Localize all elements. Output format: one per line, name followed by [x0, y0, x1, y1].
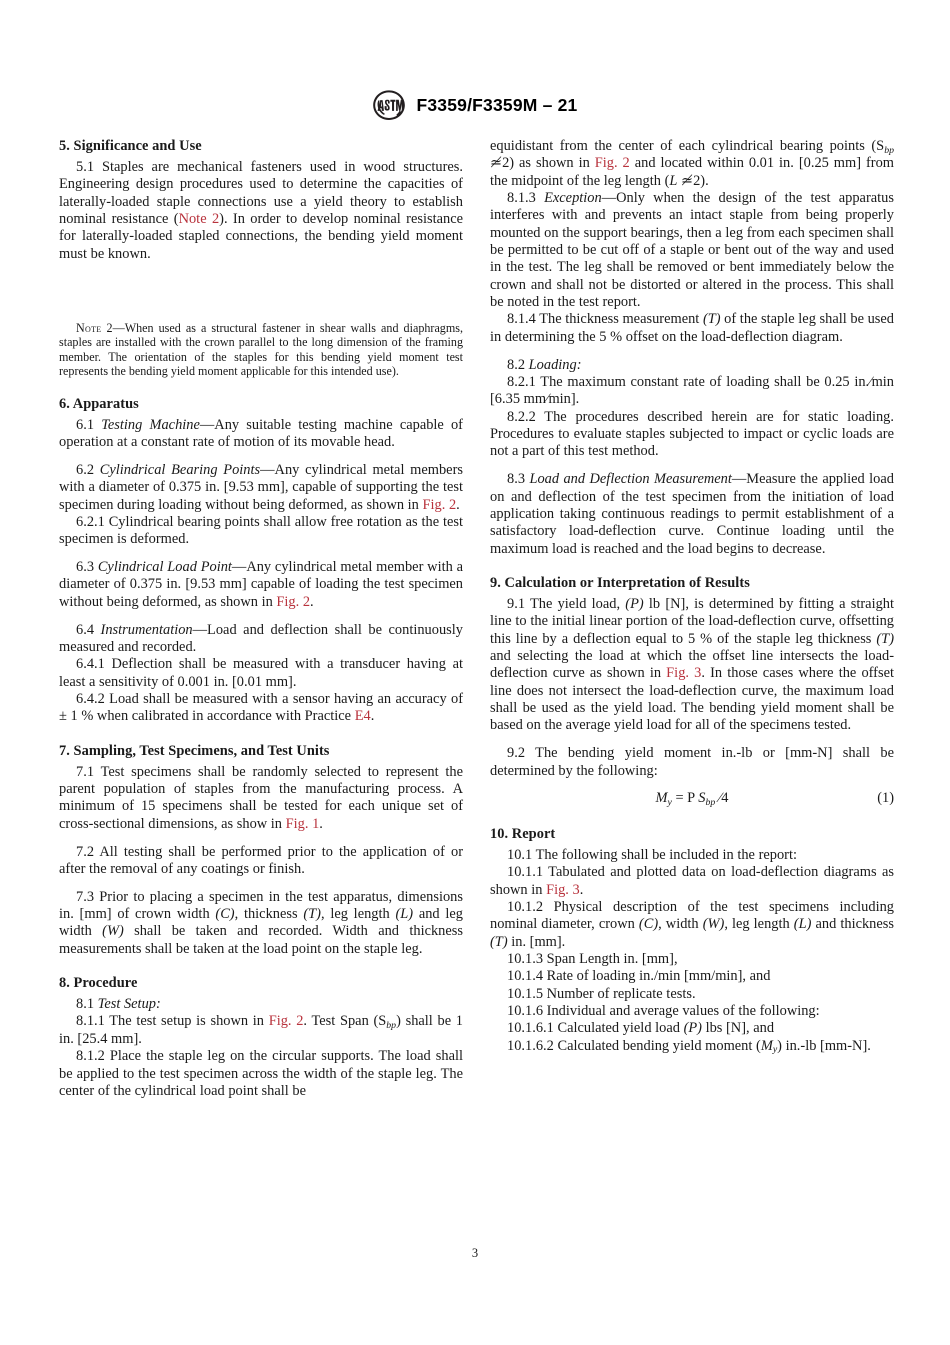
paragraph-6-4-title: Instrumentation	[100, 621, 193, 638]
crossref-practice-e4[interactable]: E4	[354, 708, 371, 725]
cont-text-b: ≄2) as shown in	[490, 155, 595, 172]
heading-section-8: 8. Procedure	[59, 975, 138, 992]
paragraph-6-4-number: 6.4	[76, 621, 101, 638]
paragraph-10-1-1	[490, 864, 894, 899]
symbol-width-2: (W)	[702, 916, 725, 933]
paragraph-6-4-2-text-a: 6.4.2 Load shall be measured with a sensor having an accuracy of ± 1 % when calibrated in accordance with Practice	[59, 691, 463, 725]
left-column	[59, 138, 463, 1100]
paragraph-8-1-number: 8.1	[76, 996, 98, 1013]
symbol-thickness-4: (T)	[490, 933, 508, 950]
equation-operator: = P	[671, 789, 699, 806]
paragraph-8-1-1	[59, 1013, 463, 1048]
symbol-thickness-2: (T)	[702, 311, 721, 328]
subscript-y: y	[772, 1044, 778, 1056]
paragraph-6-1-title: Testing Machine	[101, 416, 200, 433]
equation-symbol-s: S	[698, 789, 706, 806]
paragraph-10-1-1-text-b: .	[579, 881, 584, 898]
paragraph-6-4-2-text-b: .	[370, 708, 375, 725]
note-2	[59, 321, 463, 379]
paragraph-6-4-2	[59, 691, 463, 726]
paragraph-9-1-text-d: . In those cases where the offset line does not intersect the load-deflection curve, the maximum load shall be used as the yield load. The bending yield moment shall be based on the average yield load for all of the specimens tested.	[490, 665, 895, 734]
paragraph-6-2-text-a: —Any cylindrical metal members with a diameter of 0.375 in. [9.53 mm], capable of supporting the test specimen during loading without being deformed, as shown in	[59, 461, 463, 513]
paragraph-6-3	[59, 559, 463, 611]
note-2-number: 2	[101, 321, 113, 336]
paragraph-8-1-2: 8.1.2 Place the staple leg on the circular supports. The load shall be applied to the test specimen across the width of the staple leg. The center of the cylindrical load point shall be	[59, 1048, 463, 1099]
note-spacer	[59, 263, 463, 321]
paragraph-6-2-title: Cylindrical Bearing Points	[99, 461, 261, 478]
paragraph-8-1	[59, 996, 463, 1013]
paragraph-8-1-3-title: Exception	[544, 190, 602, 207]
paragraph-7-1-text-a: 7.1 Test specimens shall be randomly selected to represent the parent population of staples from the manufacturing process. A minimum of 15 specimens shall be tested for each unique set of cross-sectional dimensions, as show in	[59, 763, 463, 832]
paragraph-10-1-6-1	[490, 1020, 894, 1037]
paragraph-6-2-text-b: .	[456, 496, 460, 513]
crossref-fig-2-c[interactable]: Fig. 2	[268, 1013, 304, 1030]
paragraph-10-1-6-2-text-a: 10.1.6.2 Calculated bending yield moment (	[507, 1037, 761, 1054]
paragraph-6-1-number: 6.1	[76, 416, 102, 433]
page-header	[0, 90, 950, 121]
paragraph-8-1-2-continued	[490, 138, 894, 190]
paragraph-8-2-1: 8.2.1 The maximum constant rate of loading shall be 0.25 in.∕min [6.35 mm∕min].	[490, 373, 894, 408]
equation-symbol-m: M	[655, 789, 668, 806]
paragraph-6-4	[59, 622, 463, 657]
cont-text-a: equidistant from the center of each cylindrical bearing points (S	[490, 138, 885, 154]
equation-divisor: ∕4	[715, 789, 729, 806]
paragraph-8-3-title: Load and Deflection Measurement	[529, 471, 732, 488]
symbol-yield-load: (P)	[625, 595, 644, 612]
crossref-fig-2-b[interactable]: Fig. 2	[276, 593, 311, 610]
symbol-crown-2: (C)	[638, 916, 659, 933]
paragraph-6-2-1: 6.2.1 Cylindrical bearing points shall allow free rotation as the test specimen is deformed.	[59, 513, 463, 548]
paragraph-6-2-number: 6.2	[76, 461, 100, 478]
cont-text-d: ≄2).	[677, 172, 709, 189]
astm-logo-icon	[372, 90, 406, 121]
paragraph-10-1-2-text-e: in. [mm].	[507, 933, 566, 950]
subscript-bp-2: bp	[884, 144, 894, 156]
paragraph-5-1	[59, 159, 463, 263]
paragraph-10-1-6-2-text-b: ) in.-lb [mm-N].	[777, 1037, 871, 1054]
paragraph-7-3-text-c: , leg length	[320, 906, 396, 923]
page-number: 3	[471, 1246, 479, 1260]
paragraph-8-2-title: Loading:	[528, 356, 582, 373]
heading-section-6: 6. Apparatus	[59, 395, 139, 412]
symbol-thickness: (T)	[303, 906, 321, 923]
paragraph-7-3-text-e: shall be taken and recorded. Width and thickness measurements shall be taken at the load point on the staple leg.	[59, 923, 464, 957]
paragraph-6-4-1: 6.4.1 Deflection shall be measured with a transducer having at least a sensitivity of 0.001 in. [0.01 mm].	[59, 656, 463, 690]
paragraph-8-1-1-text-c: ) shall be 1 in. [25.4 mm].	[59, 1013, 463, 1047]
paragraph-6-2	[59, 462, 463, 514]
paragraph-10-1-2-text-a: 10.1.2 Physical description of the test specimens including nominal diameter, crown	[490, 898, 894, 933]
equation-1-number: (1)	[877, 789, 894, 806]
paragraph-10-1-6-1-text-a: 10.1.6.1 Calculated yield load	[507, 1020, 684, 1037]
symbol-crown-width: (C)	[215, 906, 235, 923]
note-2-text: —When used as a structural fastener in shear walls and diaphragms, staples are installed with the crown parallel to the long dimension of the framing member. The orientation of the staples for this bending yield moment test represents the bending yield moment applicable for this intended use).	[59, 321, 463, 379]
paragraph-8-1-4-text-a: 8.1.4 The thickness measurement	[507, 311, 703, 328]
paragraph-10-1-2-text-c: , leg length	[724, 916, 794, 933]
right-column	[490, 138, 894, 1100]
paragraph-6-1-text: —Any suitable testing machine capable of operation at a constant rate of motion of its movable head.	[59, 416, 463, 451]
crossref-fig-2-d[interactable]: Fig. 2	[594, 155, 630, 172]
paragraph-10-1-6-1-text-b: lbs [N], and	[701, 1020, 775, 1037]
paragraph-8-3-text: —Measure the applied load on and deflection of the test specimen from the initiation of load application taking continuous readings to permit establishment of a satisfactory load-deflection curve. Continue loading until the maximum load is reached and the load begins to decrease.	[490, 471, 894, 557]
equation-subscript-y: y	[667, 796, 672, 808]
paragraph-10-1-1-text-a: 10.1.1 Tabulated and plotted data on load-deflection diagrams as shown in	[490, 864, 894, 898]
note-2-label: Note	[76, 321, 102, 336]
paragraph-7-1	[59, 764, 463, 833]
paragraph-10-1-2-text-d: and thickness	[811, 916, 894, 933]
symbol-yield-load-2: (P)	[683, 1020, 702, 1037]
heading-section-5: 5. Significance and Use	[59, 138, 202, 154]
body-columns	[59, 138, 895, 1100]
paragraph-10-1-2	[490, 899, 894, 951]
paragraph-7-3-text-d: and leg width	[59, 906, 463, 940]
paragraph-10-1-6: 10.1.6 Individual and average values of the following:	[507, 1002, 820, 1019]
paragraph-9-1	[490, 596, 894, 735]
paragraph-9-1-text-a: 9.1 The yield load,	[507, 595, 626, 612]
paragraph-6-4-text: —Load and deflection shall be continuously measured and recorded.	[59, 621, 463, 655]
heading-section-10: 10. Report	[490, 825, 556, 842]
symbol-moment-m: M	[760, 1037, 773, 1054]
paragraph-6-3-title: Cylindrical Load Point	[97, 559, 232, 576]
crossref-note-2[interactable]: Note 2	[178, 211, 220, 228]
paragraph-7-3-text-b: , thickness	[234, 906, 304, 923]
paragraph-8-1-4-text-b: of the staple leg shall be used in determining the 5 % offset on the load-deflection diagram.	[490, 311, 895, 345]
symbol-leg-length: (L)	[395, 906, 414, 923]
equation-1-body	[490, 789, 894, 807]
paragraph-8-2	[490, 357, 894, 374]
paragraph-8-1-1-text-b: . Test Span (S	[303, 1013, 387, 1030]
paragraph-5-1-text-a: 5.1 Staples are mechanical fasteners used in wood structures. Engineering design procedures used to determine the capacities of laterally-loaded staple connections use a yield theory to establish nominal resistance (	[59, 159, 463, 228]
crossref-fig-3-b[interactable]: Fig. 3	[546, 881, 580, 898]
paragraph-8-1-4	[490, 311, 894, 346]
heading-section-9: 9. Calculation or Interpretation of Results	[490, 574, 750, 591]
paragraph-8-2-number: 8.2	[507, 356, 529, 373]
paragraph-8-2-2: 8.2.2 The procedures described herein are for static loading. Procedures to evaluate staples subjected to impact or cyclic loads are not a part of this test method.	[490, 408, 894, 460]
paragraph-9-1-text-b: lb [N], is determined by fitting a straight line to the initial linear portion of the load-deflection curve, offsetting this line by a deflection equal to 5 % of the staple leg thickness	[490, 595, 894, 647]
paragraph-7-1-text-b: .	[319, 815, 323, 832]
paragraph-8-1-3-number: 8.1.3	[507, 190, 545, 207]
paragraph-6-3-number: 6.3	[76, 559, 98, 576]
paragraph-7-3	[59, 889, 463, 958]
paragraph-10-1-2-text-b: , width	[658, 916, 703, 933]
paragraph-10-1-6-2	[490, 1038, 894, 1055]
crossref-fig-1[interactable]: Fig. 1	[285, 815, 320, 832]
paragraph-8-1-1-text-a: 8.1.1 The test setup is shown in	[76, 1013, 269, 1030]
paragraph-8-3	[490, 471, 894, 558]
paragraph-10-1: 10.1 The following shall be included in the report:	[507, 846, 797, 863]
equation-1	[490, 789, 894, 809]
cont-text-c: and located within 0.01 in. [0.25 mm] from the midpoint of the leg length (	[490, 155, 894, 189]
paragraph-9-2: 9.2 The bending yield moment in.-lb or [mm-N] shall be determined by the following:	[490, 745, 894, 779]
symbol-leg-width: (W)	[102, 923, 124, 940]
standard-designation: F3359/F3359M – 21	[416, 95, 578, 115]
paragraph-7-3-text-a: 7.3 Prior to placing a specimen in the test apparatus, dimensions in. [mm] of crown width	[59, 888, 463, 923]
paragraph-5-1-text-b: ). In order to develop nominal resistance for laterally-loaded stapled connections, the bending yield moment must be known.	[59, 211, 463, 262]
paragraph-6-3-text-b: .	[310, 593, 314, 610]
crossref-fig-3-a[interactable]: Fig. 3	[666, 665, 702, 682]
paragraph-10-1-3: 10.1.3 Span Length in. [mm],	[507, 950, 678, 967]
heading-section-7: 7. Sampling, Test Specimens, and Test Units	[59, 742, 330, 759]
paragraph-8-3-number: 8.3	[507, 471, 530, 488]
symbol-leg-length-3: (L)	[793, 916, 812, 933]
paragraph-7-2: 7.2 All testing shall be performed prior to the application of or after the removal of any coatings or finish.	[59, 843, 463, 877]
paragraph-6-1	[59, 417, 463, 452]
paragraph-10-1-5: 10.1.5 Number of replicate tests.	[507, 985, 696, 1002]
paragraph-10-1-4: 10.1.4 Rate of loading in./min [mm/min], and	[507, 968, 771, 985]
paragraph-8-1-title: Test Setup:	[97, 996, 161, 1013]
paragraph-6-3-text-a: —Any cylindrical metal member with a diameter of 0.375 in. [9.53 mm] capable of loading the test specimen without being deformed, as shown in	[59, 559, 463, 610]
subscript-bp: bp	[386, 1020, 397, 1032]
crossref-fig-2-a[interactable]: Fig. 2	[422, 496, 457, 513]
equation-subscript-bp: bp	[705, 796, 716, 808]
paragraph-8-1-3-text: —Only when the design of the test apparatus interferes with and prevents an intact staple from being properly mounted on the support bearings, then a leg from each specimen shall be permitted to be cut off of a staple or bent out of the way and used in the test. The leg shall be removed or bent immediately below the crown and shall not be distorted or altered in the process. This shall be noted in the test report.	[490, 190, 894, 311]
symbol-thickness-3: (T)	[876, 630, 894, 647]
paragraph-8-1-3	[490, 190, 894, 311]
symbol-leg-length-2: L	[669, 172, 678, 189]
paragraph-9-1-text-c: and selecting the load at which the offset line intersects the load-deflection curve as shown in	[490, 647, 894, 682]
